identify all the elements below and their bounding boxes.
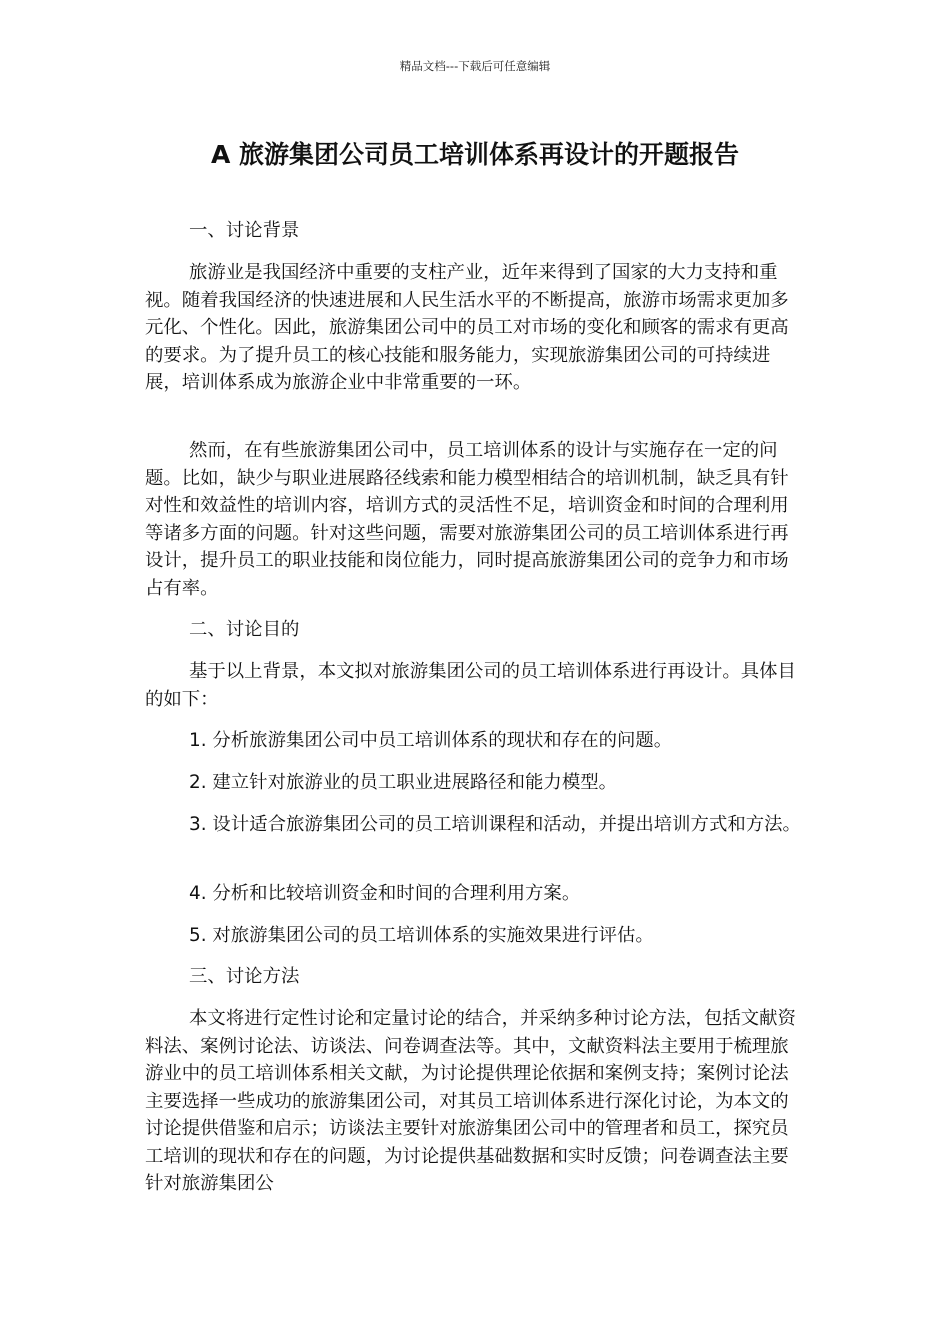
list-item-2: 2. 建立针对旅游业的员工职业进展路径和能力模型。 [189,772,617,793]
list-item-1: 1. 分析旅游集团公司中员工培训体系的现状和存在的问题。 [189,730,673,751]
list-item-3: 3. 设计适合旅游集团公司的员工培训课程和活动，并提出培训方式和方法。 [189,814,801,835]
document-title: A 旅游集团公司员工培训体系再设计的开题报告 [210,140,740,169]
section-heading-purpose: 二、讨论目的 [189,619,300,640]
list-item-5: 5. 对旅游集团公司的员工培训体系的实施效果进行评估。 [189,925,654,946]
page-header-note: 精品文档---下载后可任意编辑 [399,59,551,73]
section-heading-background: 一、讨论背景 [189,220,300,241]
section-heading-method: 三、讨论方法 [189,966,300,987]
paragraph-background-2: 然而，在有些旅游集团公司中，员工培训体系的设计与实施存在一定的问题。比如，缺少与职业进展路径线索和能力模型相结合的培训机制，缺乏具有针对性和效益性的培训内容，培训方式的灵活性不足，培训资金和时间的合理利用等诸多方面的问题。针对这些问题，需要对旅游集团公司的员工培训体系进行再设计，提升员工的职业技能和岗位能力，同时提高旅游集团公司的竞争力和市场占有率。 [145,440,789,599]
paragraph-method: 本文将进行定性讨论和定量讨论的结合，并采纳多种讨论方法，包括文献资料法、案例讨论法、访谈法、问卷调查法等。其中，文献资料法主要用于梳理旅游业中的员工培训体系相关文献，为讨论提供理论依据和案例支持；案例讨论法主要选择一些成功的旅游集团公司，对其员工培训体系进行深化讨论，为本文的讨论提供借鉴和启示；访谈法主要针对旅游集团公司中的管理者和员工，探究员工培训的现状和存在的问题，为讨论提供基础数据和实时反馈；问卷调查法主要针对旅游集团公 [145,1008,796,1194]
list-item-4: 4. 分析和比较培训资金和时间的合理利用方案。 [189,883,581,904]
paragraph-purpose-intro: 基于以上背景，本文拟对旅游集团公司的员工培训体系进行再设计。具体目的如下： [145,661,796,710]
paragraph-background-1: 旅游业是我国经济中重要的支柱产业，近年来得到了国家的大力支持和重视。随着我国经济的快速进展和人民生活水平的不断提高，旅游市场需求更加多元化、个性化。因此，旅游集团公司中的员工对市场的变化和顾客的需求有更高的要求。为了提升员工的核心技能和服务能力，实现旅游集团公司的可持续进展，培训体系成为旅游企业中非常重要的一环。 [145,262,789,393]
